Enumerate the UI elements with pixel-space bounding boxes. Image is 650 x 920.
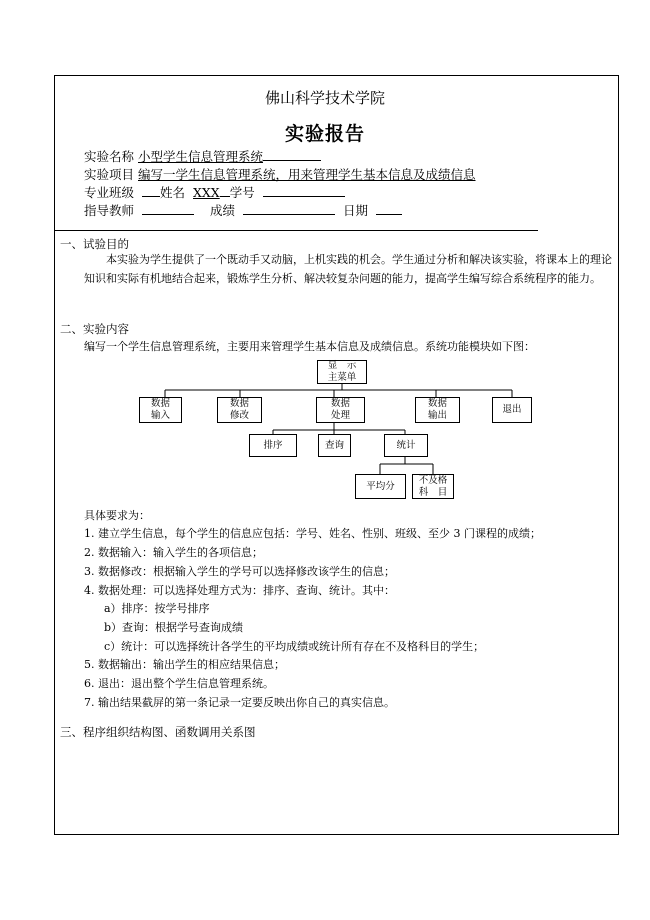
id-label: 学号 bbox=[229, 185, 255, 200]
requirement-item: 1. 建立学生信息，每个学生的信息应包括：学号、姓名、性别、班级、至少 3 门课程的成绩； bbox=[84, 527, 541, 540]
node-exit bbox=[492, 397, 532, 423]
teacher-row bbox=[84, 201, 402, 219]
node-data-process-line2: 处理 bbox=[330, 410, 350, 421]
section3-heading: 三、程序组织结构图、函数调用关系图 bbox=[60, 725, 256, 739]
node-sort-label: 排序 bbox=[263, 439, 283, 451]
report-title: 实验报告 bbox=[284, 123, 365, 145]
node-data-output bbox=[415, 397, 460, 423]
requirement-item: 5. 数据输出：输出学生的相应结果信息； bbox=[84, 658, 285, 671]
exp-name-label: 实验名称 bbox=[84, 149, 135, 164]
node-data-input-line1: 数据 bbox=[150, 398, 170, 409]
exp-name-row bbox=[84, 147, 321, 165]
date-label: 日期 bbox=[342, 203, 368, 218]
node-query-label: 查询 bbox=[324, 439, 344, 451]
node-data-input-line2: 输入 bbox=[150, 410, 170, 421]
major-row bbox=[84, 183, 345, 201]
requirement-item: 2. 数据输入：输入学生的各项信息； bbox=[84, 546, 263, 559]
school-name: 佛山科学技术学院 bbox=[264, 89, 385, 107]
exp-item-value: 编写一学生信息管理系统，用来管理学生基本信息及成绩信息 bbox=[138, 167, 476, 182]
exp-item-label: 实验项目 bbox=[84, 167, 135, 182]
node-data-output-line1: 数据 bbox=[427, 398, 447, 409]
node-data-modify-line2: 修改 bbox=[229, 410, 249, 421]
node-main-menu bbox=[317, 360, 367, 384]
section2-heading: 二、实验内容 bbox=[60, 322, 129, 336]
date-blank bbox=[376, 202, 402, 215]
teacher-blank bbox=[142, 202, 194, 215]
node-data-process-line1: 数据 bbox=[330, 398, 350, 409]
node-fail-subjects bbox=[412, 474, 454, 499]
name-label: 姓名 bbox=[160, 185, 186, 200]
exp-name-value: 小型学生信息管理系统 bbox=[138, 149, 264, 164]
node-sort bbox=[249, 434, 297, 457]
requirements-heading: 具体要求为： bbox=[84, 509, 150, 522]
node-average bbox=[355, 474, 406, 499]
section1-body: 本实验为学生提供了一个既动手又动脑，上机实践的机会。学生通过分析和解决该实验，将课本上的理论知识和实际有机地结合起来，锻炼学生分析、解决较复杂问题的能力，提高学生编写综合系统程序的能力。 bbox=[84, 253, 612, 285]
major-blank bbox=[142, 184, 160, 197]
requirement-item: 6. 退出：退出整个学生信息管理系统。 bbox=[84, 677, 274, 690]
node-stats-label: 统计 bbox=[396, 439, 416, 451]
exp-item-row bbox=[84, 165, 476, 183]
major-label: 专业班级 bbox=[84, 185, 135, 200]
teacher-label: 指导教师 bbox=[84, 203, 135, 218]
requirement-item: 3. 数据修改：根据输入学生的学号可以选择修改该学生的信息； bbox=[84, 565, 395, 578]
name-underline bbox=[220, 184, 230, 197]
node-data-process bbox=[316, 397, 365, 423]
requirement-subitem: c）统计：可以选择统计各学生的平均成绩或统计所有存在不及格科目的学生； bbox=[104, 640, 485, 653]
requirement-item: 7. 输出结果截屏的第一条记录一定要反映出你自己的真实信息。 bbox=[84, 696, 395, 709]
divider-line bbox=[54, 230, 538, 231]
node-data-modify-line1: 数据 bbox=[229, 398, 249, 409]
node-average-label: 平均分 bbox=[366, 480, 395, 492]
node-exit-label: 退出 bbox=[502, 404, 522, 415]
requirement-subitem: b）查询：根据学号查询成绩 bbox=[104, 621, 244, 634]
requirement-item: 4. 数据处理：可以选择处理方式为：排序、查询、统计。其中： bbox=[84, 584, 395, 597]
node-data-input bbox=[139, 397, 182, 423]
requirement-subitem: a）排序：按学号排序 bbox=[104, 602, 210, 615]
node-query bbox=[318, 434, 351, 457]
node-fail-line2: 科 目 bbox=[418, 486, 448, 498]
score-blank bbox=[243, 202, 335, 215]
name-value: XXX bbox=[193, 185, 220, 200]
node-stats bbox=[384, 434, 428, 457]
node-data-modify bbox=[217, 397, 262, 423]
exp-name-underline bbox=[263, 148, 321, 161]
node-fail-line1: 不及格 bbox=[418, 474, 448, 486]
node-main-menu-line1: 显 示 bbox=[327, 360, 357, 371]
section2-intro: 编写一个学生信息管理系统，主要用来管理学生基本信息及成绩信息。系统功能模块如下图： bbox=[84, 340, 535, 353]
node-data-output-line2: 输出 bbox=[427, 410, 447, 421]
id-blank bbox=[263, 184, 345, 197]
section1-heading: 一、试验目的 bbox=[60, 237, 129, 251]
node-main-menu-line2: 主菜单 bbox=[327, 372, 357, 383]
score-label: 成绩 bbox=[209, 203, 235, 218]
